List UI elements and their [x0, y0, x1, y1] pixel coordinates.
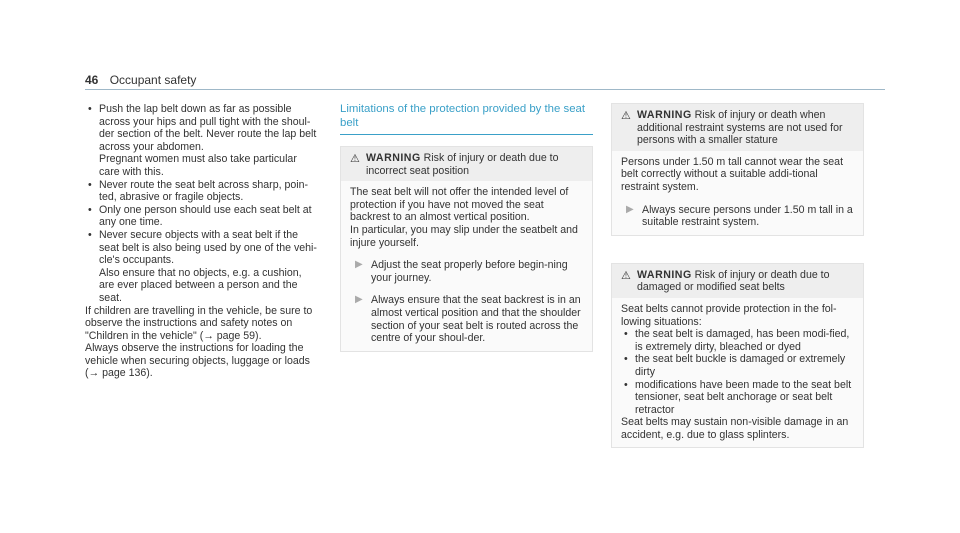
warning-text: Risk of injury or death due to incorrect seat position — [366, 152, 559, 177]
children-note: If children are travelling in the vehicle, be sure to observe the instructions and safety notes on "Children in the vehicle" (→ page 59). — [85, 304, 313, 342]
warning-box — [340, 146, 593, 352]
list-item: • the seat belt buckle is damaged or extremely dirty — [621, 353, 854, 378]
section-name: Occupant safety — [109, 73, 197, 87]
warning-label: WARNING — [637, 268, 692, 281]
warning-triangle-icon: ⚠ — [350, 153, 360, 165]
warning-body: Persons under 1.50 m tall cannot wear the seat belt correctly without a suitable addi-tional restraint system. ▶ Always secure persons under 1.50 m tall in a suitable restraint system. — [621, 155, 853, 229]
list-item: • Push the lap belt down as far as possible across your hips and pull tight with the shoul-der section of the belt. Never route the lap belt across your abdomen. Pregnant women must also take particular care with this. — [85, 103, 317, 179]
header-rule — [85, 89, 885, 90]
bullet-list — [85, 103, 317, 305]
instruction-step: ▶ Adjust the seat properly before begin-ning your journey. — [355, 259, 568, 284]
list-item: • the seat belt is damaged, has been modi-fied, is extremely dirty, bleached or dyed — [621, 328, 854, 353]
column-1 — [85, 103, 317, 380]
page-header — [85, 73, 196, 87]
section-title: Limitations of the protection provided by the seat belt — [340, 103, 593, 135]
step-arrow-icon: ▶ — [355, 259, 363, 271]
page-number: 46 — [85, 73, 99, 87]
warning-label: WARNING — [637, 109, 692, 121]
list-item: • Never secure objects with a seat belt if the seat belt is also being used by one of the vehi-cle's occupants. Also ensure that no objects, e.g. a cushion, are ever placed between a person and the seat. — [85, 229, 317, 305]
warning-header — [612, 264, 863, 298]
warning-header — [612, 104, 863, 151]
warning-box — [611, 103, 864, 236]
list-item: • Only one person should use each seat belt at any one time. — [85, 204, 317, 229]
step-arrow-icon: ▶ — [355, 294, 363, 306]
warning-text: Risk of injury or death when additional restraint systems are not used for persons with a smaller stature — [637, 109, 843, 147]
warning-body: Seat belts cannot provide protection in the fol-lowing situations: • the seat belt is damaged, has been modi-fied, is extremely dirty, bleached or dyed • the seat belt buckle is damaged or extremely dirty • modifications have been made to the seat belt tensioner, seat belt anchorage or seat belt retractor Seat belts may sustain non-visible damage in an accident, e.g. due to glass splinters. — [612, 298, 863, 448]
instruction-step: ▶ Always ensure that the seat backrest is in an almost vertical position and that the shoulder section of your seat belt is routed across the centre of your shoul-der. — [355, 294, 581, 345]
step-arrow-icon: ▶ — [626, 203, 634, 215]
warning-box — [611, 263, 864, 449]
list-item: • Never route the seat belt across sharp, poin-ted, abrasive or fragile objects. — [85, 179, 317, 204]
list-item: • modifications have been made to the seat belt tensioner, seat belt anchorage or seat belt retractor — [621, 379, 854, 417]
warning-text: Risk of injury or death due to damaged or modified seat belts — [637, 268, 830, 294]
warning-triangle-icon: ⚠ — [621, 110, 631, 122]
warning-label: WARNING — [366, 152, 421, 164]
warning-triangle-icon: ⚠ — [621, 269, 631, 282]
warning-header — [341, 147, 592, 181]
warning-body: The seat belt will not offer the intended level of protection if you have not moved the seat backrest to an almost vertical position. In particular, you may slip under the seatbelt and injure yourself. ▶ Adjust the seat properly before begin-ning your journey. ▶ Always ensure that the seat backrest is in an almost vertical position and that the shoulder section of your seat belt is routed across the centre of your shoul-der. — [341, 181, 592, 351]
column-3 — [611, 103, 864, 448]
column-2 — [340, 103, 593, 352]
loading-note: Always observe the instructions for loading the vehicle when securing objects, luggage or loads (→ page 136). — [85, 342, 310, 380]
bullet-list — [621, 328, 854, 416]
instruction-step: ▶ Always secure persons under 1.50 m tall in a suitable restraint system. — [626, 203, 853, 229]
